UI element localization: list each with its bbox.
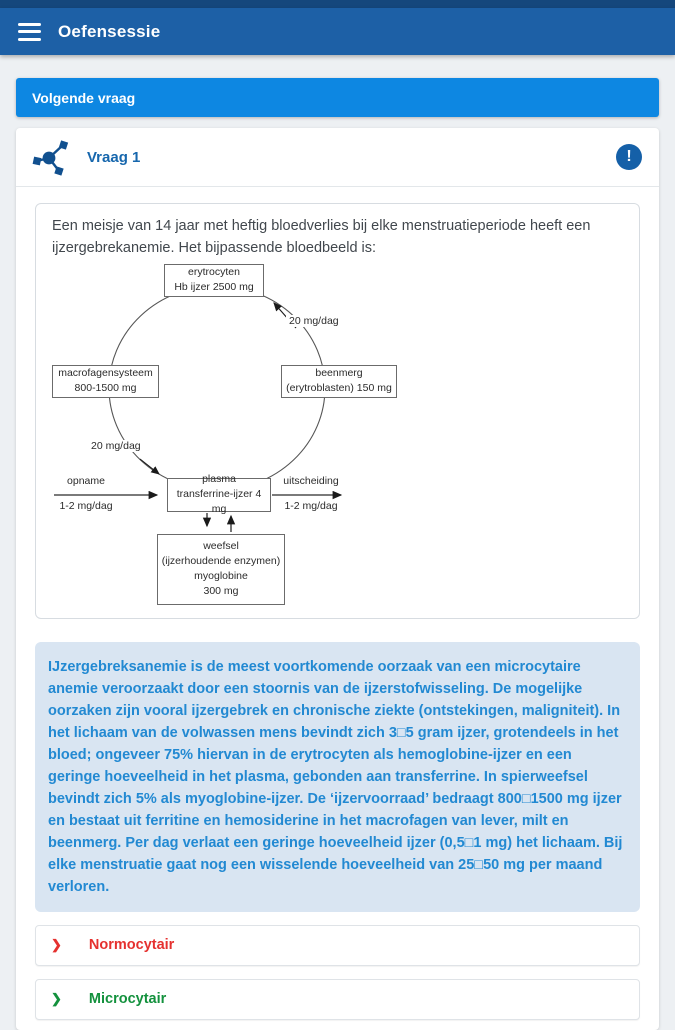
exclamation-icon: ! [626,148,632,165]
status-bar [0,0,675,8]
diagram-label-flow-left: 20 mg/dag [88,440,144,452]
chevron-right-icon: ❯ [51,937,62,953]
explanation-text: IJzergebreksanemie is de meest voortkomende oorzaak van een microcytaire anemie veroorzaakt door een stoornis van de ijzerstofwisseling. De mogelijke oorzaken zijn vooral ijzergebrek en chronische ziekte (ontstekingen, maligniteit). In het lichaam van de volwassen mens bevindt zich 3□5 gram ijzer, grotendeels in het bloed; ongeveer 75% hiervan in de erytrocyten als hemoglobine-ijzer en een geringe hoeveelheid in het plasma, gebonden aan transferrine. In spierweefsel bevindt zich 5% als myoglobine-ijzer. De ‘ijzervoorraad’ bedraagt 800□1500 mg ijzer en bestaat uit ferritine en hemosiderine in het macrofagen van lever, milt en beenmerg. Per dag verlaat een geringe hoeveelheid ijzer (0,5□1 mg) het lichaam. Bij elke menstruatie gaat nog een wisselende hoeveelheid van 25□50 mg per maand verloren. [48,658,623,895]
diagram-label-opname: opname [67,474,105,487]
main-content [0,55,675,1030]
option-label-normocytair: Normocytair [88,937,175,954]
option-label-microcytair: Microcytair [88,991,167,1008]
diagram-label-flow-right: 20 mg/dag [286,315,342,327]
diagram-label-opname-rate: 1-2 mg/dag [59,499,113,512]
question-card-header [16,128,659,187]
diagram-box-plasma: plasma transferrine-ijzer 4 mg [167,478,271,512]
diagram-label-uitscheiding: uitscheiding [283,474,339,487]
question-box [35,203,640,619]
diagram-label-uitscheiding-rate: 1-2 mg/dag [284,499,338,512]
explanation-box [35,642,640,912]
next-question-button[interactable] [16,78,659,117]
question-text: Een meisje van 14 jaar met heftig bloedverlies bij elke menstruatieperiode heeft een ijzergebrekanemie. Het bijpassende bloedbeeld is: [52,218,591,256]
app-bar [0,8,675,55]
app-title: Oefensessie [58,21,161,41]
question-card-body [16,187,659,1030]
iron-cycle-diagram [52,262,623,612]
question-card [16,128,659,1030]
diagram-box-macrofagensysteem: macrofagensysteem 800-1500 mg [52,365,159,398]
hamburger-menu-icon[interactable] [18,23,41,41]
diagram-box-erytrocyten: erytrocyten Hb ijzer 2500 mg [164,264,264,297]
answer-option-normocytair[interactable] [35,925,640,966]
answer-option-microcytair[interactable] [35,979,640,1020]
next-question-label: Volgende vraag [32,89,136,106]
diagram-box-beenmerg: beenmerg (erytroblasten) 150 mg [281,365,397,398]
question-title: Vraag 1 [87,148,141,166]
molecule-icon [33,138,71,176]
info-button[interactable] [616,144,642,170]
diagram-box-weefsel: weefsel (ijzerhoudende enzymen) myoglobine 300 mg [157,534,285,605]
chevron-right-icon: ❯ [51,991,62,1007]
